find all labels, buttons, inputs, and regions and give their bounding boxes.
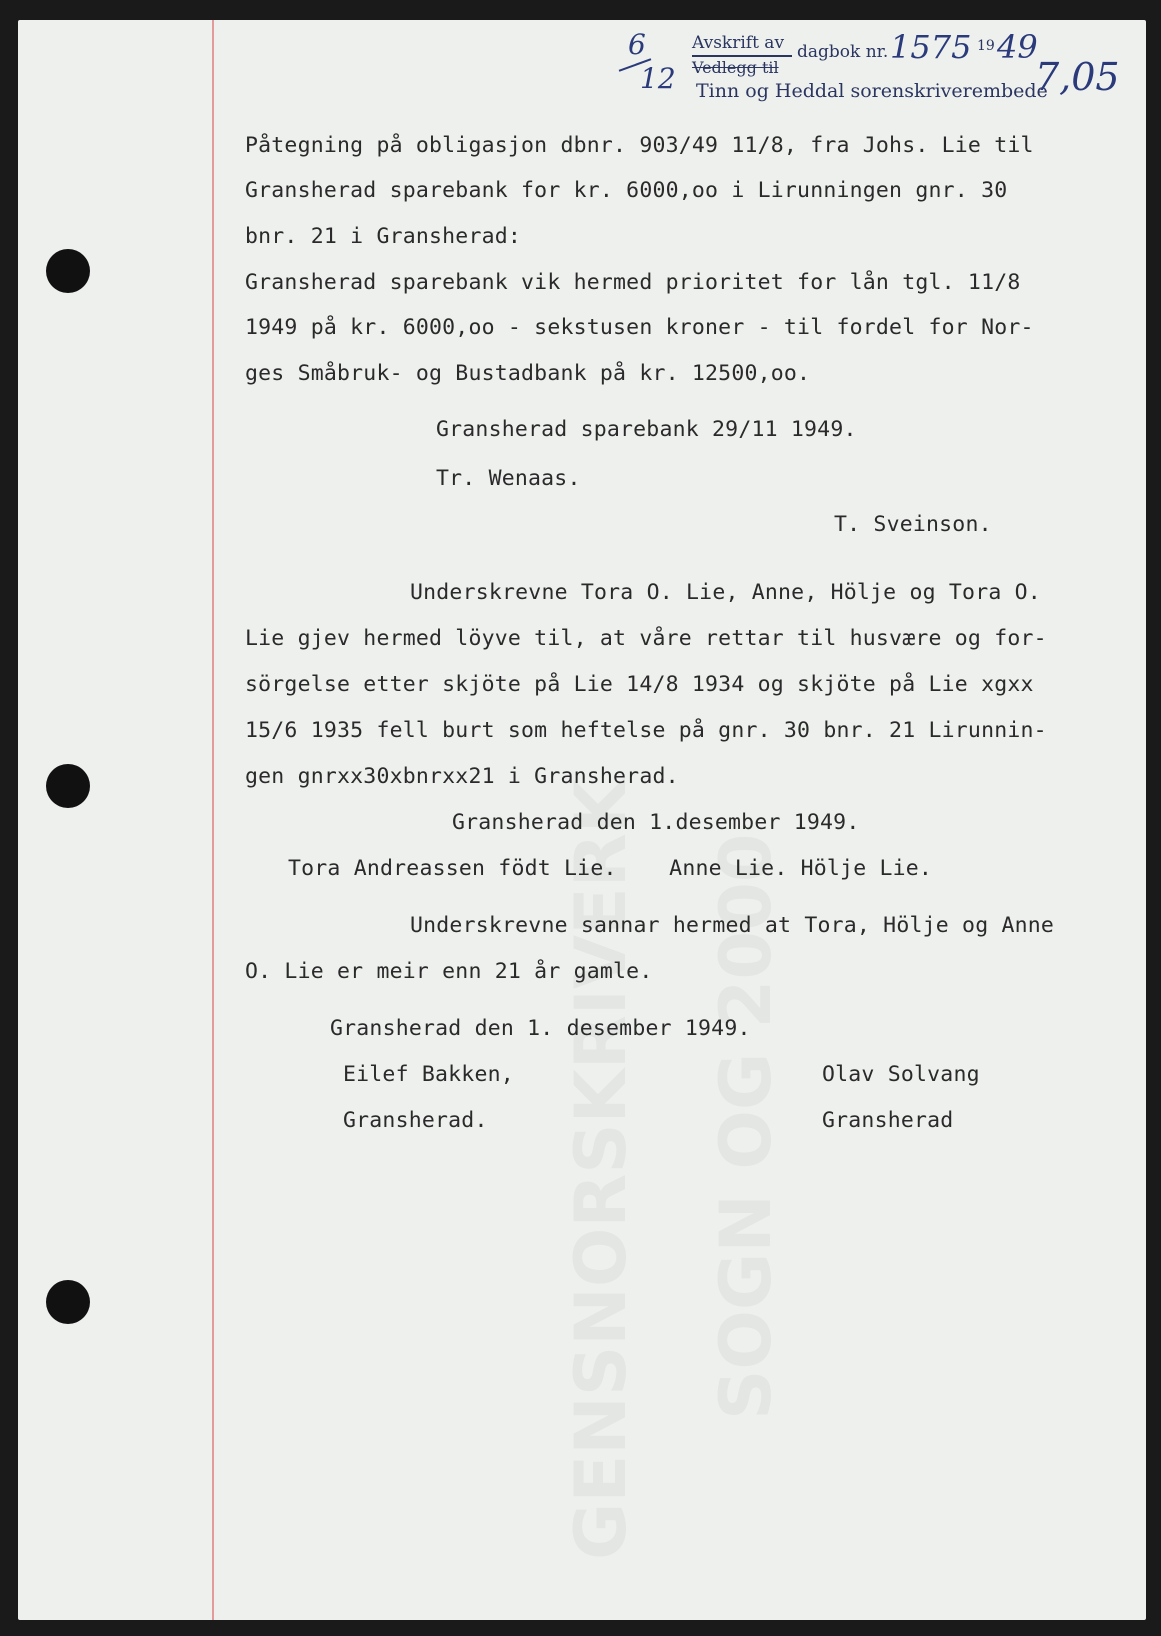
margin-rule: [212, 20, 214, 1620]
date-fraction-top: 6: [628, 28, 646, 61]
punch-hole-bottom: [46, 1280, 90, 1324]
witness-2-name: Olav Solvang: [822, 1062, 980, 1087]
witness-2-place: Gransherad: [822, 1108, 954, 1133]
text-line-10: Underskrevne Tora O. Lie, Anne, Hölje og Tora O.: [410, 580, 1041, 605]
signatories-line: Tora Andreassen födt Lie. Anne Lie. Hölje Lie.: [288, 856, 933, 881]
dagbok-number: 1575: [890, 28, 972, 66]
text-line-12: sörgelse etter skjöte på Lie 14/8 1934 og skjöte på Lie xgxx: [245, 672, 1034, 697]
date-line-1: Gransherad den 1.desember 1949.: [452, 810, 860, 835]
stamp-avskrift: Avskrift av: [692, 33, 785, 53]
text-line-2: Gransherad sparebank for kr. 6000,oo i Lirunningen gnr. 30: [245, 178, 1008, 203]
witness-1-place: Gransherad.: [343, 1108, 488, 1133]
text-line-18: O. Lie er meir enn 21 år gamle.: [245, 959, 653, 984]
watermark-left: GENSNORSKRIVERK: [560, 778, 642, 1560]
text-line-4: Gransherad sparebank vik hermed prioritet for lån tgl. 11/8: [245, 270, 1021, 295]
bank-signature-place: Gransherad sparebank 29/11 1949.: [436, 417, 857, 442]
text-line-3: bnr. 21 i Gransherad:: [245, 224, 522, 249]
stamp-dagbok: dagbok nr.: [797, 42, 889, 62]
text-line-11: Lie gjev hermed löyve til, at våre rettar til husvære og for-: [245, 626, 1047, 651]
text-line-13: 15/6 1935 fell burt som heftelse på gnr. 30 bnr. 21 Lirunnin-: [245, 718, 1047, 743]
punch-hole-top: [46, 249, 90, 293]
stamp-vedlegg: Vedlegg til: [692, 58, 779, 77]
punch-hole-middle: [46, 764, 90, 808]
text-line-17: Underskrevne sannar hermed at Tora, Hölje og Anne: [410, 913, 1055, 938]
text-line-5: 1949 på kr. 6000,oo - sekstusen kroner - til fordel for Nor-: [245, 315, 1034, 340]
text-line-14: gen gnrxx30xbnrxx21 i Gransherad.: [245, 764, 679, 789]
stamp-year-prefix: 19: [977, 38, 995, 54]
marginal-note: 7,05: [1035, 55, 1120, 99]
watermark-right: SOGN OG 2000: [705, 833, 787, 1420]
text-line-6: ges Småbruk- og Bustadbank på kr. 12500,oo.: [245, 361, 811, 386]
witness-1-name: Eilef Bakken,: [343, 1062, 514, 1087]
office-name: Tinn og Heddal sorenskriverembede: [696, 80, 1048, 102]
signature-sveinson: T. Sveinson.: [834, 512, 992, 537]
signature-wenaas: Tr. Wenaas.: [436, 466, 581, 491]
date-fraction-bottom: 12: [640, 62, 676, 95]
stamp-divider: [692, 55, 792, 57]
year-suffix: 49: [997, 28, 1038, 66]
date-line-2: Gransherad den 1. desember 1949.: [330, 1016, 751, 1041]
text-line-1: Påtegning på obligasjon dbnr. 903/49 11/8, fra Johs. Lie til: [245, 133, 1034, 158]
